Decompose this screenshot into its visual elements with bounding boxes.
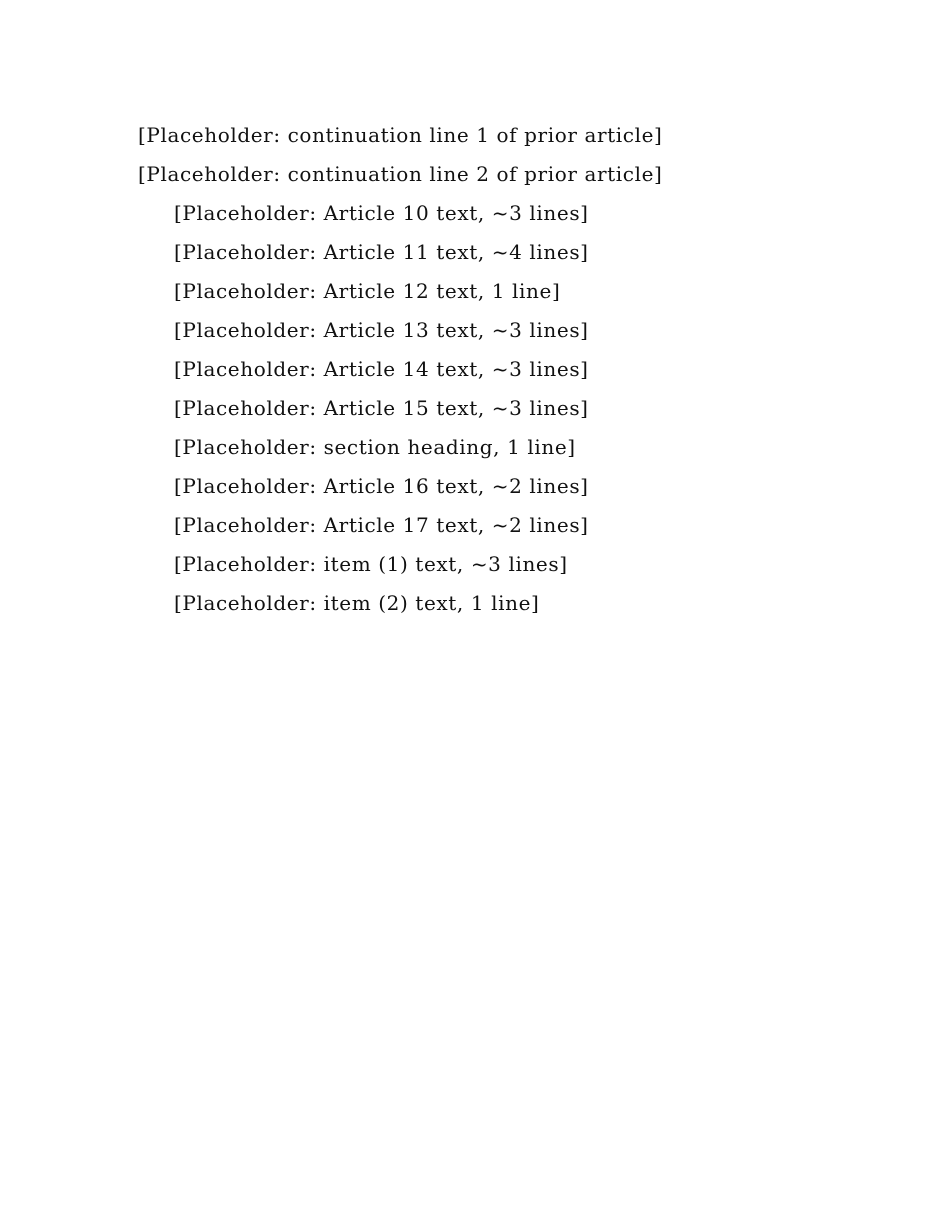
paragraph: [Placeholder: item (1) text, ~3 lines] <box>174 552 568 576</box>
paragraph: [Placeholder: item (2) text, 1 line] <box>174 591 540 615</box>
paragraph: [Placeholder: Article 17 text, ~2 lines] <box>174 513 589 537</box>
paragraph: [Placeholder: continuation line 2 of prior article] <box>138 162 663 186</box>
paragraph: [Placeholder: Article 10 text, ~3 lines] <box>174 201 589 225</box>
paragraph: [Placeholder: Article 11 text, ~4 lines] <box>174 240 589 264</box>
paragraph: [Placeholder: Article 12 text, 1 line] <box>174 279 561 303</box>
paragraph: [Placeholder: Article 16 text, ~2 lines] <box>174 474 589 498</box>
paragraph: [Placeholder: continuation line 1 of prior article] <box>138 123 663 147</box>
section-heading: [Placeholder: section heading, 1 line] <box>174 435 576 459</box>
paragraph: [Placeholder: Article 15 text, ~3 lines] <box>174 396 589 420</box>
paragraph: [Placeholder: Article 13 text, ~3 lines] <box>174 318 589 342</box>
paragraph: [Placeholder: Article 14 text, ~3 lines] <box>174 357 589 381</box>
